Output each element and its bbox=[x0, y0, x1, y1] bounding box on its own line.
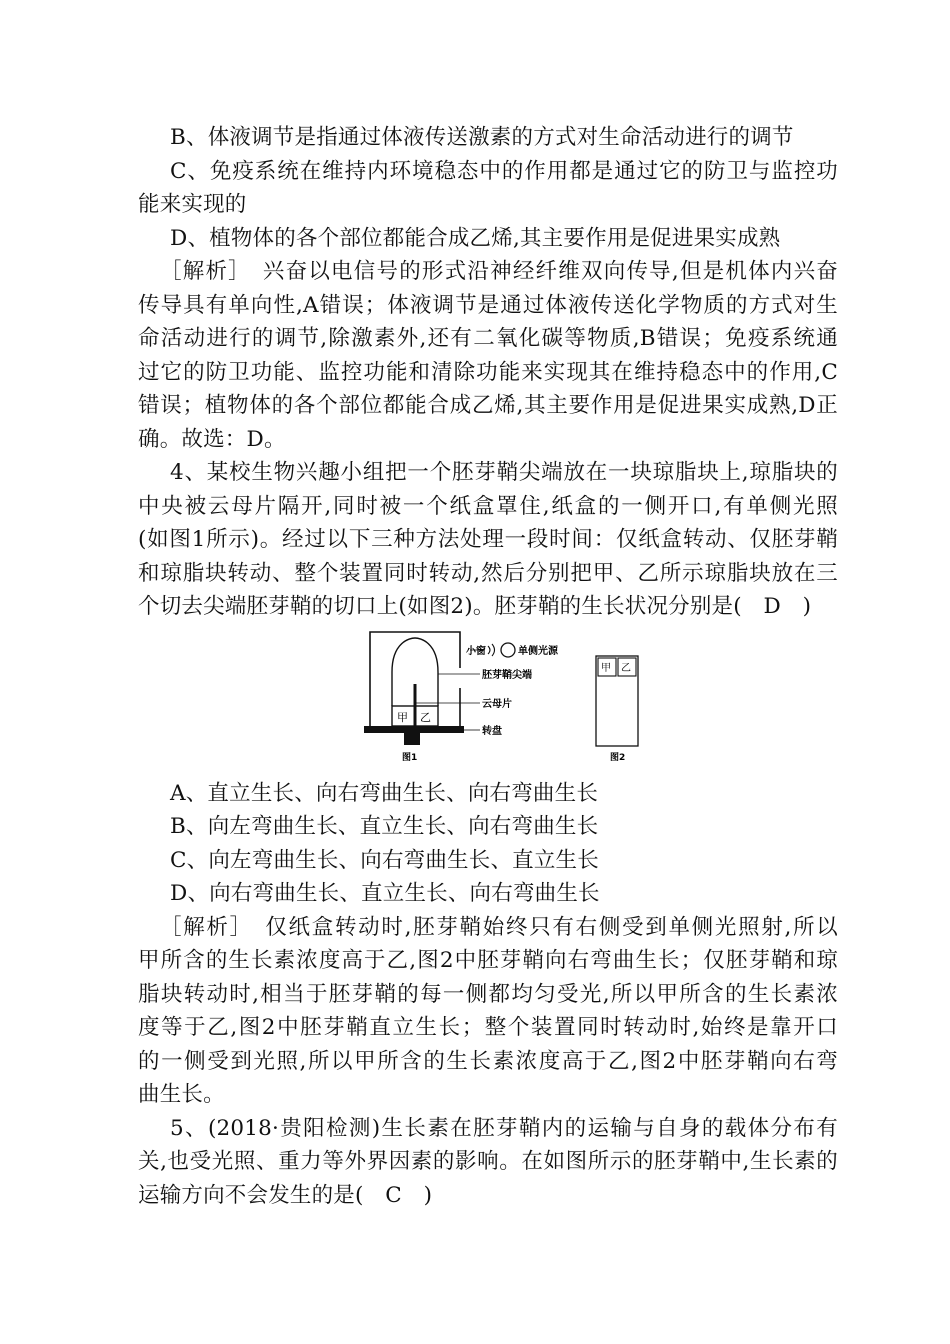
q4-stem-line: 和琼脂块转动、整个装置同时转动,然后分别把甲、乙所示琼脂块放在三 bbox=[138, 561, 838, 586]
q4-stem-line: 4、某校生物兴趣小组把一个胚芽鞘尖端放在一块琼脂块上,琼脂块的 bbox=[170, 460, 838, 485]
q4-option-a: A、直立生长、向右弯曲生长、向右弯曲生长 bbox=[170, 781, 599, 806]
mica-label: 云母片 bbox=[482, 699, 512, 710]
q4-stem-line: 个切去尖端胚芽鞘的切口上(如图2)。胚芽鞘的生长状况分别是( D ) bbox=[138, 594, 812, 619]
turntable-base bbox=[404, 733, 420, 745]
q3-analysis-line: ［解析］ 兴奋以电信号的形式沿神经纤维双向传导,但是机体内兴奋 bbox=[160, 259, 838, 284]
q3-option-d: D、植物体的各个部位都能合成乙烯,其主要作用是促进果实成熟 bbox=[170, 226, 781, 251]
window-label: 小窗 bbox=[466, 646, 486, 657]
q4-option-c: C、向左弯曲生长、向右弯曲生长、直立生长 bbox=[170, 848, 599, 873]
q3-option-b: B、体液调节是指通过体液传送激素的方式对生命活动进行的调节 bbox=[170, 125, 794, 150]
block-yi-label: 乙 bbox=[621, 663, 631, 674]
light-source-label: 单侧光源 bbox=[518, 646, 558, 657]
q4-stem-line: 中央被云母片隔开,同时被一个纸盒罩住,纸盒的一侧开口,有单侧光照 bbox=[138, 494, 838, 519]
block-yi-label: 乙 bbox=[420, 711, 431, 724]
figure-2-caption: 图2 bbox=[610, 753, 626, 763]
q5-stem-line: 运输方向不会发生的是( C ) bbox=[138, 1183, 433, 1208]
q4-analysis-line: 曲生长。 bbox=[138, 1082, 225, 1107]
figure-1-caption: 图1 bbox=[402, 753, 418, 763]
figure-1 bbox=[364, 632, 559, 763]
q4-analysis-line: 甲所含的生长素浓度高于乙,图2中胚芽鞘向右弯曲生长；仅胚芽鞘和琼 bbox=[138, 948, 838, 973]
block-jia-label: 甲 bbox=[397, 711, 408, 724]
q4-analysis-line: ［解析］ 仅纸盒转动时,胚芽鞘始终只有右侧受到单侧光照射,所以 bbox=[160, 915, 838, 940]
block-jia-label: 甲 bbox=[601, 663, 611, 674]
q5-stem-line: 5、(2018·贵阳检测)生长素在胚芽鞘内的运输与自身的载体分布有 bbox=[170, 1116, 838, 1141]
q3-analysis-line: 传导具有单向性,A错误；体液调节是通过体液传送化学物质的方式对生 bbox=[138, 293, 838, 318]
q3-analysis-line: 错误；植物体的各个部位都能合成乙烯,其主要作用是促进果实成熟,D正 bbox=[138, 393, 838, 418]
figure-2 bbox=[596, 656, 638, 763]
tip-label: 胚芽鞘尖端 bbox=[482, 670, 532, 681]
q3-analysis-line: 确。故选：D。 bbox=[138, 427, 286, 452]
q4-figure bbox=[360, 628, 690, 768]
q4-option-d: D、向右弯曲生长、直立生长、向右弯曲生长 bbox=[170, 881, 600, 906]
q4-analysis-line: 的一侧受到光照,所以甲所含的生长素浓度高于乙,图2中胚芽鞘向右弯 bbox=[138, 1049, 838, 1074]
q4-analysis-line: 度等于乙,图2中胚芽鞘直立生长；整个装置同时转动时,始终是靠开口 bbox=[138, 1015, 838, 1040]
q4-option-b: B、向左弯曲生长、直立生长、向右弯曲生长 bbox=[170, 814, 599, 839]
light-source-icon bbox=[501, 643, 515, 657]
q3-option-c-line1: C、免疫系统在维持内环境稳态中的作用都是通过它的防卫与监控功 bbox=[170, 159, 838, 184]
turntable-label: 转盘 bbox=[482, 726, 502, 737]
q4-stem-line: (如图1所示)。经过以下三种方法处理一段时间：仅纸盒转动、仅胚芽鞘 bbox=[138, 527, 838, 552]
q5-stem-line: 关,也受光照、重力等外界因素的影响。在如图所示的胚芽鞘中,生长素的 bbox=[138, 1149, 838, 1174]
turntable bbox=[364, 726, 464, 733]
q3-option-c-line2: 能来实现的 bbox=[138, 192, 247, 217]
q3-analysis-line: 过它的防卫功能、监控功能和清除功能来实现其在维持稳态中的作用,C bbox=[138, 360, 838, 385]
q3-analysis-line: 命活动进行的调节,除激素外,还有二氧化碳等物质,B错误；免疫系统通 bbox=[138, 326, 838, 351]
q4-analysis-line: 脂块转动时,相当于胚芽鞘的每一侧都均匀受光,所以甲所含的生长素浓 bbox=[138, 982, 838, 1007]
light-rays-icon bbox=[488, 644, 495, 656]
